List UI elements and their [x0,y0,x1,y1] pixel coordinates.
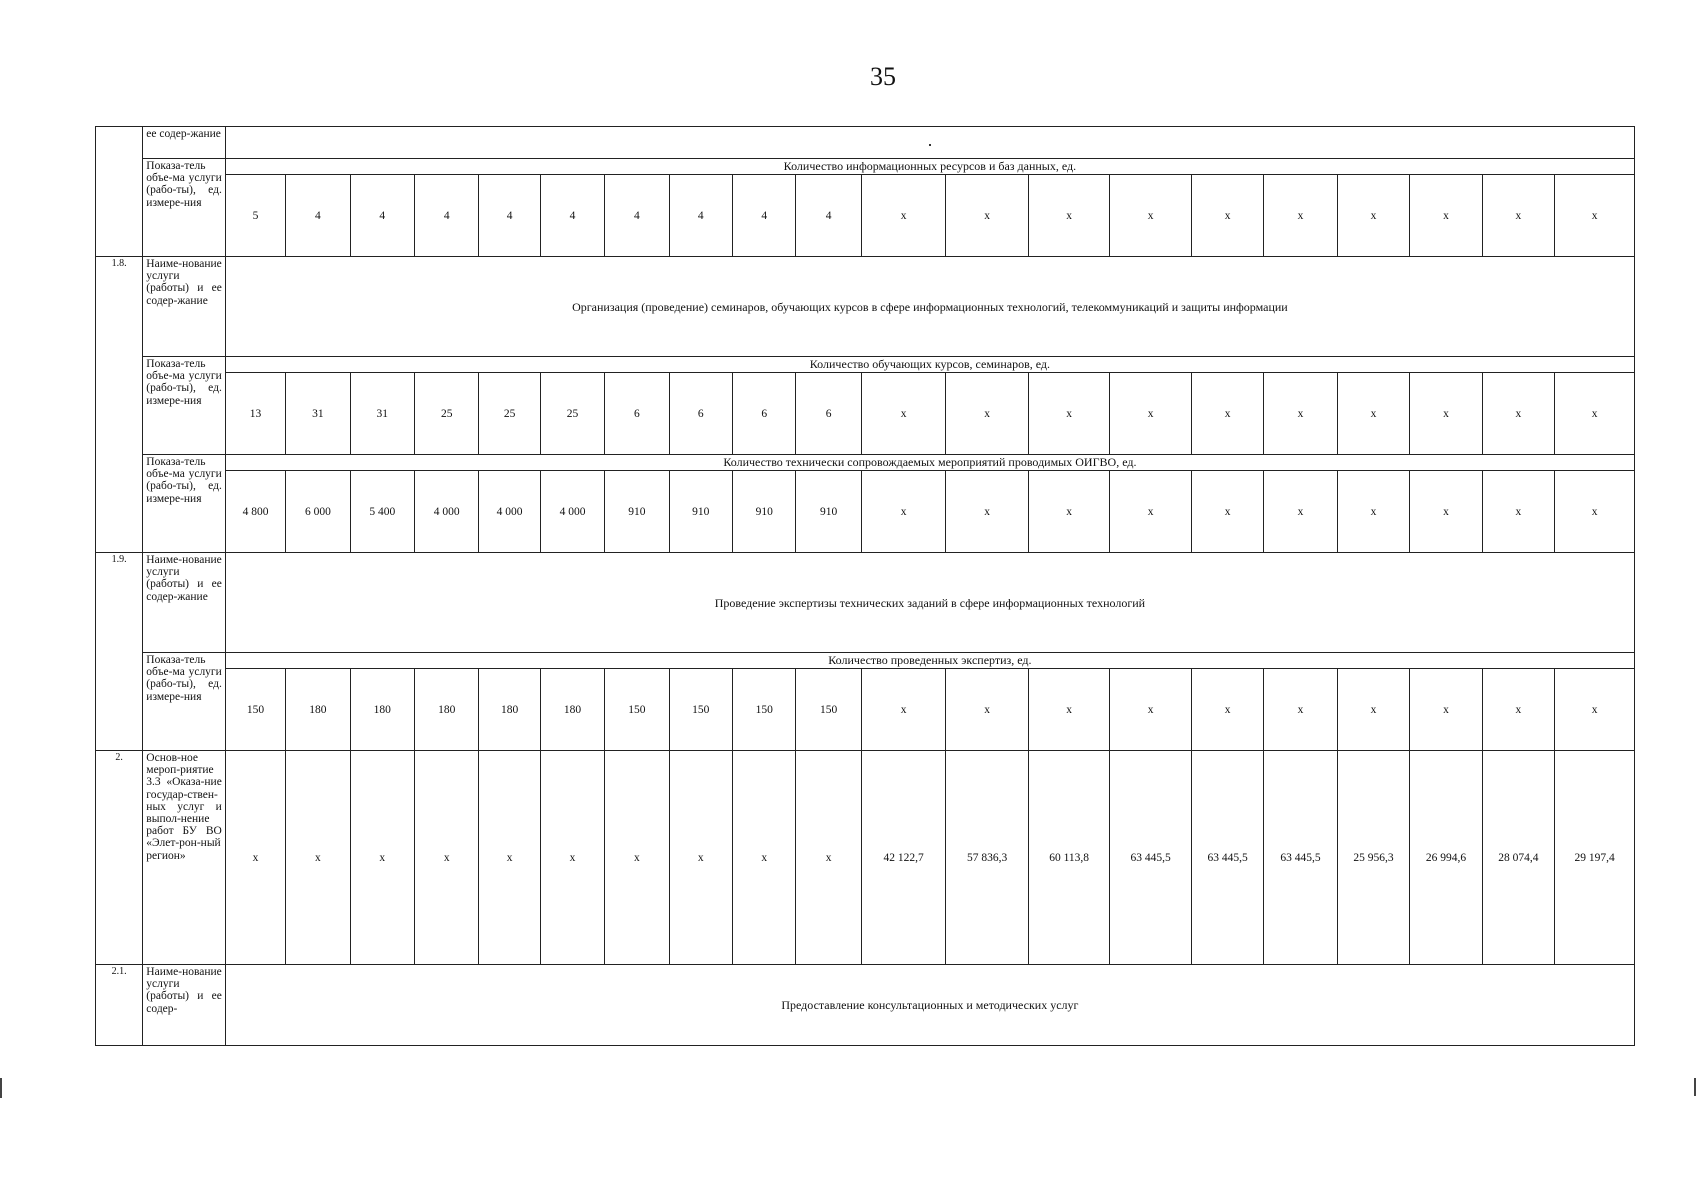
value-cell: х [1110,471,1192,553]
value-cell: 6 [669,373,732,455]
value-cell: х [946,175,1029,257]
value-cell: х [1028,373,1110,455]
value-cell: х [540,751,604,965]
value-cell: х [1482,471,1554,553]
row-number: 1.9. [96,553,143,653]
table-row [96,357,1635,373]
value-cell: х [1337,669,1409,751]
value-cell: 25 956,3 [1337,751,1409,965]
value-cell: 4 [796,175,861,257]
value-cell: 25 [540,373,604,455]
value-cell: 25 [479,373,540,455]
table-row [96,175,1635,257]
value-cell: х [1191,669,1263,751]
value-cell: х [1555,471,1635,553]
row-number [96,127,143,159]
page-number: 35 [870,62,896,91]
value-cell: х [1264,669,1337,751]
value-cell: х [733,751,796,965]
value-cell: 26 994,6 [1410,751,1482,965]
value-cell: 150 [796,669,861,751]
value-cell: х [1410,669,1482,751]
value-cell: х [1410,471,1482,553]
right-scan-mark [1694,1078,1696,1096]
value-cell: х [861,669,946,751]
value-cell: 4 [479,175,540,257]
value-cell: 42 122,7 [861,751,946,965]
row-number: 2.1. [96,965,143,1046]
indicator-header: Количество информационных ресурсов и баз данных, ед. [225,159,1634,175]
value-cell: 4 000 [540,471,604,553]
value-cell: х [1191,175,1263,257]
value-cell: х [350,751,414,965]
value-cell: х [861,471,946,553]
row-number [96,159,143,257]
value-cell: х [415,751,479,965]
value-cell: 4 [350,175,414,257]
table-row [96,159,1635,175]
value-cell: 4 000 [415,471,479,553]
value-cell: 4 [733,175,796,257]
value-cell: 4 [415,175,479,257]
value-cell: х [946,471,1029,553]
value-cell: х [1555,373,1635,455]
value-cell: х [1337,373,1409,455]
value-cell: 6 [796,373,861,455]
value-cell: 63 445,5 [1191,751,1263,965]
value-cell: 13 [225,373,285,455]
value-cell: х [1028,175,1110,257]
row-label: Наиме-нование услуги (работы) и ее содер-жание [143,553,226,653]
value-cell: х [1555,175,1635,257]
value-cell: 180 [479,669,540,751]
value-cell: х [796,751,861,965]
table-row [96,127,1635,159]
row-label: Наиме-нование услуги (работы) и ее содер- [143,965,226,1046]
value-cell: х [1482,175,1554,257]
value-cell: х [1191,471,1263,553]
table-row [96,653,1635,669]
value-cell: 57 836,3 [946,751,1029,965]
row-label: Показа-тель объе-ма услуги (рабо-ты), ед. измере-ния [143,653,226,751]
row-label: Показа-тель объе-ма услуги (рабо-ты), ед. измере-ния [143,357,226,455]
left-scan-mark [0,1078,2,1098]
value-cell: 28 074,4 [1482,751,1554,965]
table-row [96,455,1635,471]
value-cell: 910 [605,471,669,553]
service-content-cell: Предоставление консультационных и методических услуг [225,965,1634,1046]
value-cell: х [1028,471,1110,553]
value-cell: х [1337,175,1409,257]
indicator-header: Количество проведенных экспертиз, ед. [225,653,1634,669]
value-cell: 4 [540,175,604,257]
value-cell: 180 [540,669,604,751]
row-label: Наиме-нование услуги (работы) и ее содер-жание [143,257,226,357]
row-label: Основ-ное мероп-риятие 3.3 «Оказа-ние государ-ствен-ных услуг и выпол-нение работ БУ ВО «Элет-рон-ный регион» [143,751,226,965]
value-cell: 180 [286,669,350,751]
value-cell: х [861,373,946,455]
value-cell: 150 [605,669,669,751]
value-cell: х [669,751,732,965]
value-cell: 4 [669,175,732,257]
value-cell: х [225,751,285,965]
value-cell: х [1028,669,1110,751]
value-cell: 60 113,8 [1028,751,1110,965]
value-cell: х [946,669,1029,751]
table-row [96,471,1635,553]
value-cell: 910 [796,471,861,553]
value-cell: 63 445,5 [1264,751,1337,965]
value-cell: х [1110,373,1192,455]
value-cell: 4 800 [225,471,285,553]
table-row [96,965,1635,1046]
table-row [96,373,1635,455]
value-cell: 910 [733,471,796,553]
table-row [96,751,1635,965]
value-cell: 150 [733,669,796,751]
value-cell: х [1110,175,1192,257]
value-cell: 150 [225,669,285,751]
value-cell: х [1191,373,1263,455]
row-label: Показа-тель объе-ма услуги (рабо-ты), ед. измере-ния [143,455,226,553]
indicator-header: Количество технически сопровождаемых мероприятий проводимых ОИГВО, ед. [225,455,1634,471]
row-number [96,455,143,553]
value-cell: х [1337,471,1409,553]
value-cell: 31 [350,373,414,455]
value-cell: 4 [286,175,350,257]
value-cell: 180 [415,669,479,751]
value-cell: 31 [286,373,350,455]
state-program-table [95,126,1635,1046]
value-cell: 63 445,5 [1110,751,1192,965]
row-label: Показа-тель объе-ма услуги (рабо-ты), ед. измере-ния [143,159,226,257]
table-row [96,553,1635,653]
indicator-header: Количество обучающих курсов, семинаров, ед. [225,357,1634,373]
service-content-cell [225,127,1634,159]
value-cell: х [286,751,350,965]
value-cell: 5 400 [350,471,414,553]
value-cell: х [1482,669,1554,751]
value-cell: 150 [669,669,732,751]
value-cell: х [1264,471,1337,553]
value-cell: 910 [669,471,732,553]
value-cell: х [1264,373,1337,455]
value-cell: х [1555,669,1635,751]
value-cell: 5 [225,175,285,257]
value-cell: х [1482,373,1554,455]
value-cell: х [605,751,669,965]
row-number [96,357,143,455]
value-cell: х [1264,175,1337,257]
value-cell: х [946,373,1029,455]
value-cell: х [479,751,540,965]
row-label: ее содер-жание [143,127,226,159]
scan-speck [929,144,931,146]
value-cell: 4 000 [479,471,540,553]
row-number: 1.8. [96,257,143,357]
row-number [96,653,143,751]
value-cell: 6 000 [286,471,350,553]
service-content-cell: Проведение экспертизы технических заданий в сфере информационных технологий [225,553,1634,653]
table-row [96,669,1635,751]
value-cell: х [1410,175,1482,257]
value-cell: 4 [605,175,669,257]
value-cell: 6 [605,373,669,455]
value-cell: х [861,175,946,257]
row-number: 2. [96,751,143,965]
table-row [96,257,1635,357]
value-cell: х [1410,373,1482,455]
value-cell: 6 [733,373,796,455]
service-content-cell: Организация (проведение) семинаров, обучающих курсов в сфере информационных технологий, телекоммуникаций и защиты информации [225,257,1634,357]
value-cell: 29 197,4 [1555,751,1635,965]
value-cell: 25 [415,373,479,455]
value-cell: х [1110,669,1192,751]
value-cell: 180 [350,669,414,751]
